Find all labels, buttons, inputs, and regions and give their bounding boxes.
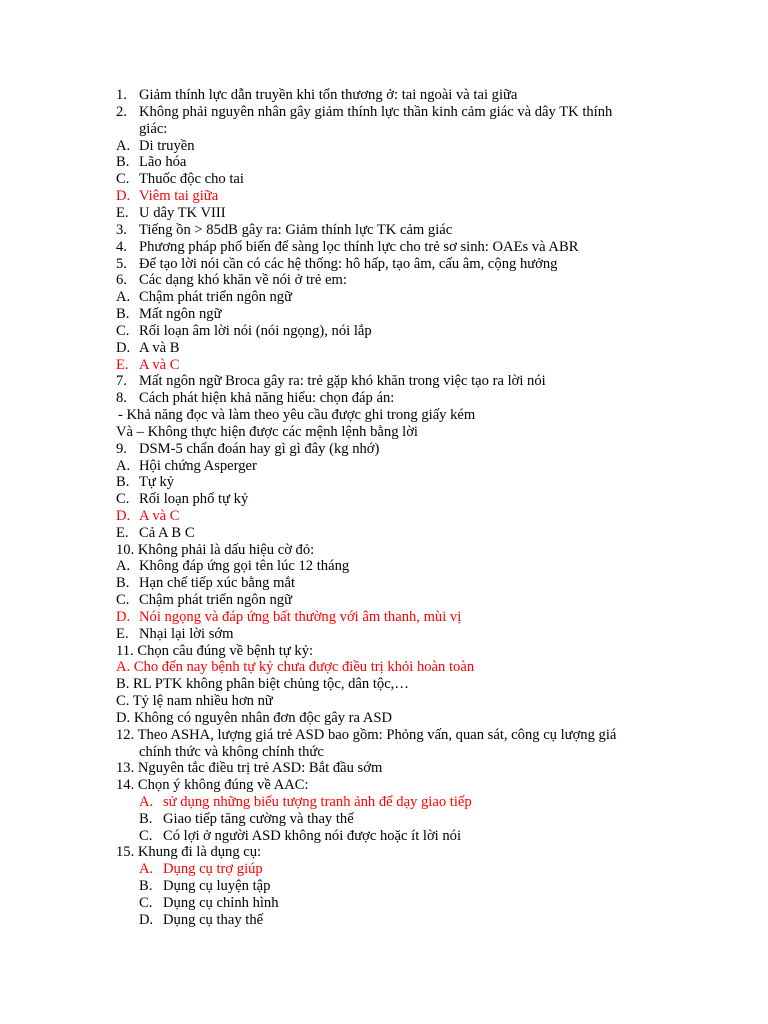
option-2b: [116, 154, 186, 171]
list-marker: A.: [139, 794, 154, 810]
line-text: Không phải nguyên nhân gây giảm thính lực thần kinh cảm giác và dây TK thính: [139, 104, 613, 120]
option-10c: [116, 592, 292, 609]
line-text: A và C: [139, 508, 180, 524]
question-12: [116, 727, 616, 744]
option-9a: [116, 458, 257, 475]
list-marker: D.: [139, 912, 154, 928]
line-text: Dụng cụ luyện tập: [163, 878, 271, 894]
option-6a: [116, 289, 292, 306]
option-10e: [116, 626, 233, 643]
question-11: [116, 643, 313, 660]
line-text: 10. Không phải là dấu hiệu cờ đỏ:: [116, 542, 315, 558]
list-marker: 5.: [116, 256, 127, 272]
line-text: chính thức và không chính thức: [139, 744, 324, 760]
line-text: Hạn chế tiếp xúc bằng mắt: [139, 575, 296, 591]
line-text: Có lợi ở người ASD không nói được hoặc ít lời nói: [163, 828, 462, 844]
list-marker: C.: [116, 592, 130, 608]
line-text: Chậm phát triển ngôn ngữ: [139, 592, 293, 608]
option-9e: [116, 525, 195, 542]
question-10: [116, 542, 314, 559]
list-marker: A.: [116, 458, 131, 474]
question-6: [116, 272, 347, 289]
line-text: Mất ngôn ngữ: [139, 306, 222, 322]
option-9c: [116, 491, 248, 508]
question-13: [116, 760, 382, 777]
option-2e: [116, 205, 226, 222]
line-text: Không đáp ứng gọi tên lúc 12 tháng: [139, 558, 350, 574]
line-text: Giảm thính lực dẫn truyền khi tổn thương ở: tai ngoài và tai giữa: [139, 87, 518, 103]
line-text: Phương pháp phổ biến để sàng lọc thính lực cho trẻ sơ sinh: OAEs và ABR: [139, 239, 579, 255]
list-marker: C.: [139, 895, 153, 911]
line-text: Lão hóa: [139, 154, 187, 170]
question-2: [116, 104, 612, 121]
list-marker: 6.: [116, 272, 127, 288]
line-text: Dụng cụ chỉnh hình: [163, 895, 279, 911]
option-14c: [139, 828, 461, 845]
option-6b: [116, 306, 222, 323]
line-text: Và – Không thực hiện được các mệnh lệnh bằng lời: [116, 424, 418, 440]
list-marker: B.: [116, 575, 130, 591]
option-14a-answer: [139, 794, 472, 811]
list-marker: B.: [116, 306, 130, 322]
line-text: U dây TK VIII: [139, 205, 226, 221]
option-10d-answer: [116, 609, 461, 626]
line-text: Rối loạn âm lời nói (nói ngọng), nói lắp: [139, 323, 372, 339]
list-marker: D.: [116, 609, 131, 625]
line-text: Rối loạn phổ tự kỷ: [139, 491, 249, 507]
option-9d-answer: [116, 508, 180, 525]
option-6d: [116, 340, 180, 357]
option-15b: [139, 878, 270, 895]
line-text: Mất ngôn ngữ Broca gây ra: trẻ gặp khó khăn trong việc tạo ra lời nói: [139, 373, 546, 389]
option-6c: [116, 323, 372, 340]
list-marker: 3.: [116, 222, 127, 238]
line-text: Dụng cụ trợ giúp: [163, 861, 263, 877]
line-text: B. RL PTK không phân biệt chủng tộc, dân tộc,…: [116, 676, 409, 692]
list-marker: D.: [116, 340, 131, 356]
question-7: [116, 373, 546, 390]
line-text: Dụng cụ thay thế: [163, 912, 264, 928]
question-8: [116, 390, 394, 407]
option-10a: [116, 558, 349, 575]
list-marker: A.: [139, 861, 154, 877]
line-text: Thuốc độc cho tai: [139, 171, 244, 187]
option-2c: [116, 171, 244, 188]
line-text: C. Tỷ lệ nam nhiều hơn nữ: [116, 693, 273, 709]
line-text: A và C: [139, 357, 180, 373]
list-marker: D.: [116, 508, 131, 524]
option-2d-answer: [116, 188, 218, 205]
list-marker: 1.: [116, 87, 127, 103]
list-marker: A.: [116, 558, 131, 574]
list-marker: C.: [116, 491, 130, 507]
option-6e-answer: [116, 357, 180, 374]
list-marker: B.: [139, 878, 153, 894]
line-text: 11. Chọn câu đúng về bệnh tự kỷ:: [116, 643, 314, 659]
question-12-continuation: [139, 744, 324, 761]
list-marker: A.: [116, 138, 131, 154]
line-text: Di truyền: [139, 138, 195, 154]
line-text: Cả A B C: [139, 525, 195, 541]
list-marker: 2.: [116, 104, 127, 120]
question-8-detail: [118, 407, 475, 424]
list-marker: 4.: [116, 239, 127, 255]
option-10b: [116, 575, 295, 592]
line-text: Hội chứng Asperger: [139, 458, 257, 474]
line-text: 14. Chọn ý không đúng về AAC:: [116, 777, 309, 793]
list-marker: E.: [116, 626, 129, 642]
line-text: A. Cho đến nay bệnh tự kỷ chưa được điều trị khỏi hoàn toàn: [116, 659, 475, 675]
question-9: [116, 441, 379, 458]
list-marker: A.: [116, 289, 131, 305]
line-text: A và B: [139, 340, 180, 356]
line-text: Nói ngọng và đáp ứng bất thường với âm thanh, mùi vị: [139, 609, 462, 625]
line-text: giác:: [139, 121, 168, 137]
list-marker: D.: [116, 188, 131, 204]
list-marker: B.: [116, 154, 130, 170]
question-14: [116, 777, 309, 794]
list-marker: B.: [139, 811, 153, 827]
list-marker: 7.: [116, 373, 127, 389]
question-15: [116, 844, 261, 861]
question-1: [116, 87, 517, 104]
option-11c: [116, 693, 273, 710]
list-marker: E.: [116, 205, 129, 221]
line-text: Tiếng ồn > 85dB gây ra: Giảm thính lực TK cảm giác: [139, 222, 453, 238]
line-text: DSM-5 chẩn đoán hay gì gì đây (kg nhớ): [139, 441, 380, 457]
line-text: 15. Khung đi là dụng cụ:: [116, 844, 262, 860]
line-text: 13. Nguyên tắc điều trị trẻ ASD: Bắt đầu sớm: [116, 760, 383, 776]
option-11d: [116, 710, 392, 727]
line-text: sử dụng những biểu tượng tranh ảnh để dạy giao tiếp: [163, 794, 472, 810]
option-15d: [139, 912, 263, 929]
line-text: Tự kỷ: [139, 474, 175, 490]
list-marker: B.: [116, 474, 130, 490]
list-marker: 9.: [116, 441, 127, 457]
line-text: - Khả năng đọc và làm theo yêu cầu được ghi trong giấy kém: [118, 407, 476, 423]
list-marker: C.: [116, 171, 130, 187]
list-marker: E.: [116, 525, 129, 541]
list-marker: 8.: [116, 390, 127, 406]
line-text: 12. Theo ASHA, lượng giá trẻ ASD bao gồm: Phỏng vấn, quan sát, công cụ lượng giá: [116, 727, 617, 743]
list-marker: C.: [139, 828, 153, 844]
question-2-continuation: [139, 121, 167, 138]
line-text: Chậm phát triển ngôn ngữ: [139, 289, 293, 305]
line-text: D. Không có nguyên nhân đơn độc gây ra ASD: [116, 710, 393, 726]
line-text: Viêm tai giữa: [139, 188, 219, 204]
line-text: Giao tiếp tăng cường và thay thế: [163, 811, 354, 827]
line-text: Cách phát hiện khả năng hiểu: chọn đáp án:: [139, 390, 395, 406]
option-11a-answer: [116, 659, 474, 676]
question-3: [116, 222, 452, 239]
list-marker: E.: [116, 357, 129, 373]
line-text: Nhại lại lời sớm: [139, 626, 234, 642]
option-9b: [116, 474, 174, 491]
option-2a: [116, 138, 195, 155]
line-text: Để tạo lời nói cần có các hệ thống: hô hấp, tạo âm, cấu âm, cộng hưởng: [139, 256, 558, 272]
list-marker: C.: [116, 323, 130, 339]
question-5: [116, 256, 557, 273]
option-15a-answer: [139, 861, 263, 878]
option-11b: [116, 676, 409, 693]
line-text: Các dạng khó khăn về nói ở trẻ em:: [139, 272, 347, 288]
option-15c: [139, 895, 279, 912]
option-14b: [139, 811, 354, 828]
question-8-detail: [116, 424, 418, 441]
question-4: [116, 239, 578, 256]
